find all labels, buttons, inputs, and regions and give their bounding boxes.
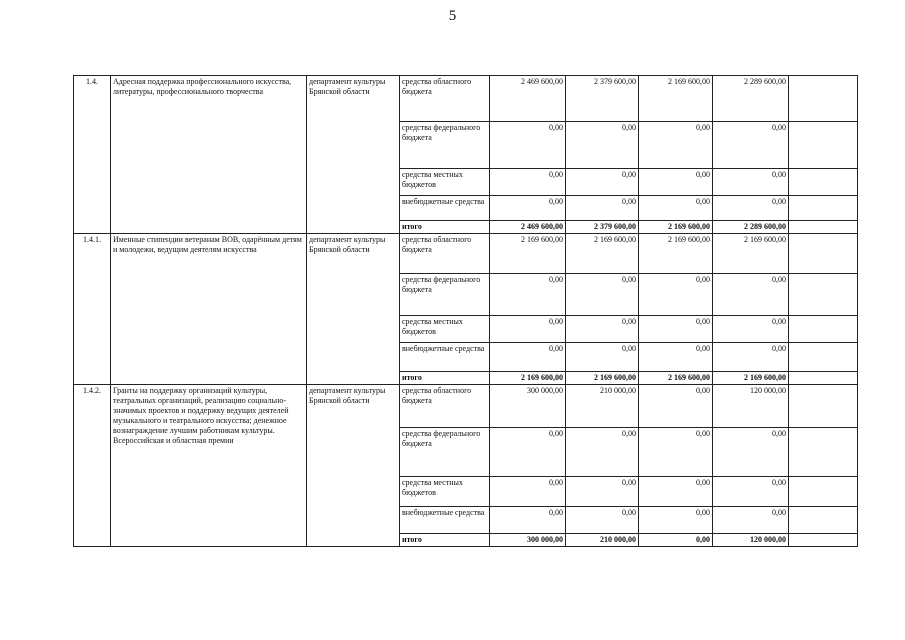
- amount-cell: 0,00: [566, 507, 639, 534]
- amount-cell: 0,00: [490, 274, 566, 316]
- amount-cell: 0,00: [639, 385, 713, 428]
- amount-cell: 0,00: [490, 169, 566, 196]
- amount-cell: 300 000,00: [490, 534, 566, 547]
- empty-cell: [789, 169, 858, 196]
- amount-cell: 2 169 600,00: [490, 234, 566, 274]
- amount-cell: 0,00: [566, 122, 639, 169]
- executor: департамент культуры Брянской области: [307, 385, 400, 547]
- empty-cell: [789, 507, 858, 534]
- amount-cell: 0,00: [490, 477, 566, 507]
- table-row: [74, 76, 858, 122]
- amount-cell: 0,00: [566, 169, 639, 196]
- amount-cell: 2 379 600,00: [566, 76, 639, 122]
- empty-cell: [789, 196, 858, 221]
- measure-name: Гранты на поддержку организаций культуры, театральных организаций, реализацию социально-значимых проектов и поддержку ведущих деятелей музыкального и театрального искусства; денежное вознаграждение лучшим работникам культуры. Всероссийская и областная премии: [111, 385, 307, 547]
- funding-source: внебюджетные средства: [400, 196, 490, 221]
- amount-cell: 0,00: [639, 477, 713, 507]
- measure-name: Именные стипендии ветеранам ВОВ, одарённым детям и молодежи, ведущим деятелям искусства: [111, 234, 307, 385]
- amount-cell: 0,00: [639, 169, 713, 196]
- amount-cell: 0,00: [639, 122, 713, 169]
- amount-cell: 0,00: [566, 428, 639, 477]
- measure-name: Адресная поддержка профессионального искусства, литературы, профессионального творчества: [111, 76, 307, 234]
- funding-source: средства местных бюджетов: [400, 316, 490, 343]
- table-row: [74, 234, 858, 274]
- amount-cell: 2 169 600,00: [566, 234, 639, 274]
- empty-cell: [789, 343, 858, 372]
- empty-cell: [789, 385, 858, 428]
- amount-cell: 2 379 600,00: [566, 221, 639, 234]
- amount-cell: 0,00: [713, 316, 789, 343]
- amount-cell: 0,00: [490, 343, 566, 372]
- amount-cell: 210 000,00: [566, 534, 639, 547]
- empty-cell: [789, 234, 858, 274]
- empty-cell: [789, 122, 858, 169]
- amount-cell: 0,00: [639, 316, 713, 343]
- table-body: [74, 76, 858, 547]
- amount-cell: 0,00: [490, 122, 566, 169]
- item-number: 1.4.2.: [74, 385, 111, 547]
- empty-cell: [789, 221, 858, 234]
- amount-cell: 0,00: [713, 343, 789, 372]
- amount-cell: 0,00: [639, 274, 713, 316]
- funding-source: итого: [400, 221, 490, 234]
- funding-source: итого: [400, 534, 490, 547]
- amount-cell: 0,00: [713, 169, 789, 196]
- funding-source: средства федерального бюджета: [400, 122, 490, 169]
- amount-cell: 2 289 600,00: [713, 221, 789, 234]
- amount-cell: 0,00: [566, 477, 639, 507]
- page-number: 5: [448, 8, 457, 24]
- empty-cell: [789, 372, 858, 385]
- amount-cell: 0,00: [566, 274, 639, 316]
- amount-cell: 2 169 600,00: [639, 234, 713, 274]
- empty-cell: [789, 274, 858, 316]
- empty-cell: [789, 477, 858, 507]
- amount-cell: 2 169 600,00: [490, 372, 566, 385]
- amount-cell: 2 469 600,00: [490, 76, 566, 122]
- amount-cell: 0,00: [639, 507, 713, 534]
- amount-cell: 0,00: [713, 477, 789, 507]
- amount-cell: 0,00: [713, 507, 789, 534]
- funding-source: средства областного бюджета: [400, 234, 490, 274]
- amount-cell: 2 169 600,00: [566, 372, 639, 385]
- amount-cell: 0,00: [566, 316, 639, 343]
- amount-cell: 0,00: [490, 428, 566, 477]
- amount-cell: 0,00: [713, 274, 789, 316]
- amount-cell: 2 169 600,00: [713, 372, 789, 385]
- budget-table: [73, 75, 858, 547]
- funding-source: итого: [400, 372, 490, 385]
- empty-cell: [789, 534, 858, 547]
- funding-source: средства федерального бюджета: [400, 274, 490, 316]
- funding-source: средства федерального бюджета: [400, 428, 490, 477]
- amount-cell: 0,00: [639, 428, 713, 477]
- amount-cell: 0,00: [639, 534, 713, 547]
- amount-cell: 120 000,00: [713, 534, 789, 547]
- empty-cell: [789, 428, 858, 477]
- amount-cell: 2 469 600,00: [490, 221, 566, 234]
- amount-cell: 120 000,00: [713, 385, 789, 428]
- executor: департамент культуры Брянской области: [307, 234, 400, 385]
- amount-cell: 0,00: [566, 196, 639, 221]
- amount-cell: 0,00: [490, 316, 566, 343]
- executor: департамент культуры Брянской области: [307, 76, 400, 234]
- amount-cell: 2 289 600,00: [713, 76, 789, 122]
- amount-cell: 2 169 600,00: [639, 221, 713, 234]
- amount-cell: 0,00: [639, 343, 713, 372]
- funding-source: средства местных бюджетов: [400, 169, 490, 196]
- amount-cell: 0,00: [566, 343, 639, 372]
- amount-cell: 2 169 600,00: [639, 76, 713, 122]
- amount-cell: 0,00: [490, 196, 566, 221]
- amount-cell: 300 000,00: [490, 385, 566, 428]
- amount-cell: 0,00: [639, 196, 713, 221]
- table-row: [74, 385, 858, 428]
- empty-cell: [789, 316, 858, 343]
- empty-cell: [789, 76, 858, 122]
- funding-source: средства областного бюджета: [400, 76, 490, 122]
- funding-source: средства местных бюджетов: [400, 477, 490, 507]
- amount-cell: 0,00: [713, 196, 789, 221]
- funding-source: средства областного бюджета: [400, 385, 490, 428]
- amount-cell: 0,00: [713, 122, 789, 169]
- amount-cell: 0,00: [490, 507, 566, 534]
- amount-cell: 0,00: [713, 428, 789, 477]
- funding-source: внебюджетные средства: [400, 507, 490, 534]
- amount-cell: 2 169 600,00: [639, 372, 713, 385]
- amount-cell: 210 000,00: [566, 385, 639, 428]
- item-number: 1.4.1.: [74, 234, 111, 385]
- item-number: 1.4.: [74, 76, 111, 234]
- amount-cell: 2 169 600,00: [713, 234, 789, 274]
- funding-source: внебюджетные средства: [400, 343, 490, 372]
